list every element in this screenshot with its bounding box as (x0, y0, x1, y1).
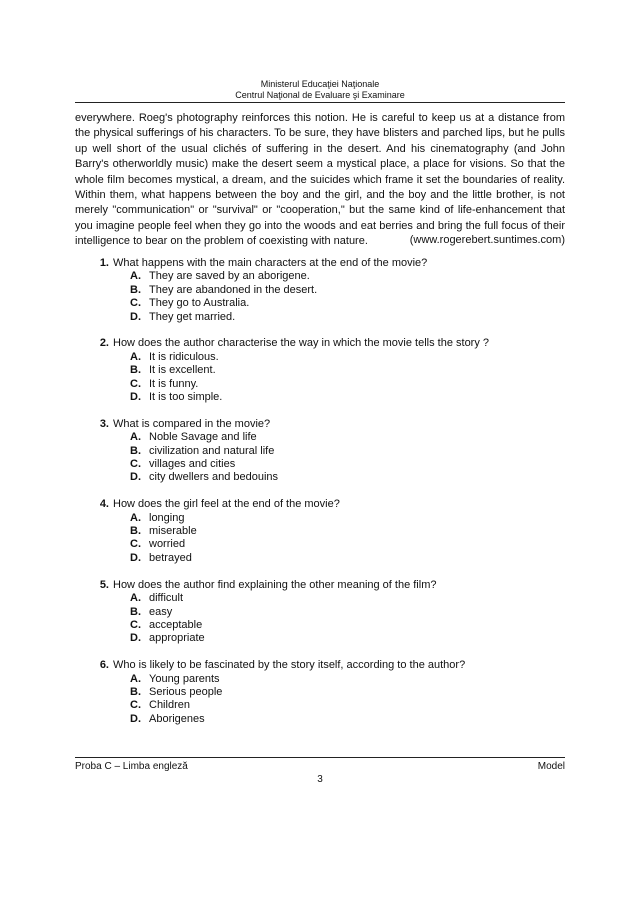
option-text: city dwellers and bedouins (149, 471, 279, 484)
answer-option (130, 311, 565, 324)
header-divider (75, 102, 565, 103)
answer-option (130, 512, 565, 525)
footer-divider (75, 757, 565, 758)
answer-option (130, 445, 565, 458)
answer-option (130, 431, 565, 444)
option-text: It is excellent. (149, 364, 216, 377)
option-text: Children (149, 699, 190, 712)
option-text: Young parents (149, 672, 220, 685)
option-letter: C. (130, 618, 141, 631)
option-letter: D. (130, 471, 141, 484)
question-list (75, 257, 565, 740)
option-letter: A. (130, 350, 141, 363)
option-letter: C. (130, 377, 141, 390)
question-row (75, 418, 565, 431)
answer-option (130, 713, 565, 726)
question-text: How does the girl feel at the end of the movie? (113, 498, 340, 511)
answer-option (130, 297, 565, 310)
option-text: appropriate (149, 632, 205, 645)
answer-options (75, 270, 565, 324)
option-text: betrayed (149, 551, 192, 564)
question-row (75, 337, 565, 350)
answer-options (75, 512, 565, 566)
option-letter: A. (130, 592, 141, 605)
answer-option (130, 686, 565, 699)
option-text: It is too simple. (149, 391, 223, 404)
option-text: It is funny. (149, 377, 199, 390)
answer-option (130, 619, 565, 632)
answer-option (130, 471, 565, 484)
question-text: How does the author characterise the way in which the movie tells the story ? (113, 337, 490, 350)
option-letter: B. (130, 364, 141, 377)
answer-options (75, 592, 565, 646)
option-text: longing (149, 511, 185, 524)
header-center: Centrul Naţional de Evaluare şi Examinare (235, 90, 405, 100)
question-item (75, 579, 565, 646)
option-text: They are abandoned in the desert. (149, 283, 318, 296)
option-letter: C. (130, 297, 141, 310)
option-letter: B. (130, 685, 141, 698)
option-text: They are saved by an aborigene. (149, 270, 310, 283)
option-letter: B. (130, 283, 141, 296)
question-text: What happens with the main characters at the end of the movie? (113, 257, 428, 269)
question-text: How does the author find explaining the other meaning of the film? (113, 578, 437, 591)
answer-options (75, 673, 565, 727)
option-text: worried (149, 538, 186, 551)
page-header (75, 79, 565, 101)
question-text: What is compared in the movie? (113, 417, 271, 430)
question-text: Who is likely to be fascinated by the story itself, according to the author? (113, 659, 466, 672)
option-text: They go to Australia. (149, 297, 250, 310)
question-item (75, 257, 565, 324)
passage-source: (www.rogerebert.suntimes.com) (409, 234, 565, 246)
answer-option (130, 538, 565, 551)
answer-option (130, 552, 565, 565)
option-letter: D. (130, 551, 141, 564)
question-item (75, 337, 565, 404)
option-letter: A. (130, 431, 141, 444)
question-number: 4. (99, 498, 109, 511)
footer-model-label: Model (537, 761, 565, 772)
question-item (75, 498, 565, 565)
answer-option (130, 592, 565, 605)
question-number: 5. (99, 578, 109, 591)
answer-option (130, 525, 565, 538)
question-item (75, 659, 565, 726)
answer-option (130, 270, 565, 283)
option-letter: D. (130, 391, 141, 404)
option-letter: B. (130, 605, 141, 618)
header-ministry: Ministerul Educaţiei Naţionale (260, 79, 380, 89)
option-letter: B. (130, 444, 141, 457)
question-number: 1. (99, 257, 109, 269)
option-letter: C. (130, 538, 141, 551)
option-text: civilization and natural life (149, 444, 275, 457)
question-number: 6. (99, 659, 109, 672)
option-letter: C. (130, 699, 141, 712)
answer-option (130, 699, 565, 712)
option-text: They get married. (149, 310, 236, 323)
option-text: Aborigenes (149, 712, 205, 725)
option-letter: B. (130, 525, 141, 538)
option-text: Noble Savage and life (149, 431, 257, 444)
option-text: It is ridiculous. (149, 350, 219, 363)
option-text: miserable (149, 525, 197, 538)
question-row (75, 579, 565, 592)
option-text: acceptable (149, 618, 203, 631)
answer-option (130, 391, 565, 404)
question-row (75, 257, 565, 270)
page-number: 3 (317, 774, 323, 785)
answer-option (130, 378, 565, 391)
option-letter: D. (130, 310, 141, 323)
answer-options (75, 431, 565, 485)
answer-option (130, 606, 565, 619)
answer-option (130, 632, 565, 645)
option-letter: A. (130, 672, 141, 685)
option-letter: C. (130, 458, 141, 471)
answer-option (130, 284, 565, 297)
option-letter: A. (130, 270, 141, 283)
answer-option (130, 673, 565, 686)
option-letter: D. (130, 632, 141, 645)
reading-passage (75, 111, 565, 250)
question-number: 3. (99, 417, 109, 430)
footer-exam-label: Proba C – Limba engleză (75, 761, 188, 772)
option-text: easy (149, 605, 173, 618)
option-letter: A. (130, 511, 141, 524)
question-row (75, 498, 565, 511)
question-row (75, 659, 565, 672)
passage-text: everywhere. Roeg's photography reinforces this notion. He is careful to keep us at a distance from the physical sufferings of his characters. To be sure, they have blisters and parched lips, but he pulls up well short of the usual clichés of suffering in the desert. And his cinematography (and John Barry's otherworldly music) make the desert seem a mystical place, a place for visions. So that the whole film becomes mystical, a dream, and the suicides which frame it set the boundaries of reality. Within them, what happens between the boy and the girl, and the boy and the little brother, is not merely "communication" or "survival" or "cooperation," but the same kind of life-enhancement that you imagine people feel when they go into the woods and eat berries and bring the full focus of their intelligence to bear on the problem of coexisting with nature. (75, 112, 565, 248)
option-text: Serious people (149, 685, 223, 698)
option-text: villages and cities (149, 458, 236, 471)
question-item (75, 418, 565, 485)
option-letter: D. (130, 712, 141, 725)
answer-option (130, 458, 565, 471)
option-text: difficult (149, 592, 184, 605)
question-number: 2. (99, 337, 109, 350)
answer-option (130, 364, 565, 377)
answer-options (75, 351, 565, 405)
answer-option (130, 351, 565, 364)
